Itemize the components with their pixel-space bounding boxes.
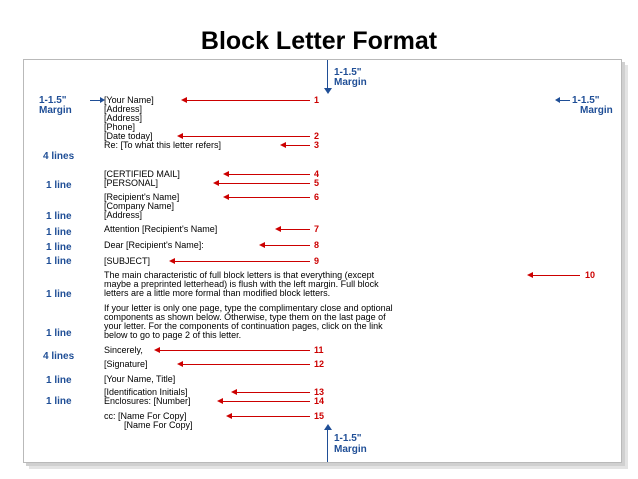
- left-margin-label: Margin: [39, 105, 72, 116]
- recipient-address: [Address]: [104, 210, 143, 220]
- page-title: Block Letter Format: [200, 27, 438, 55]
- body-paragraph-line: components as shown below. Otherwise, type them on the last page of: [104, 312, 386, 322]
- callout-arrow: [182, 136, 310, 137]
- callout-arrow: [228, 174, 310, 175]
- callout-arrow: [222, 401, 310, 402]
- spacing-label: 1 line: [46, 242, 72, 253]
- callout-arrow: [231, 416, 310, 417]
- right-margin-value: 1-1.5": [572, 95, 600, 106]
- spacing-label: 1 line: [46, 256, 72, 267]
- callout-arrow: [182, 364, 310, 365]
- spacing-label: 1 line: [46, 375, 72, 386]
- left-margin-value: 1-1.5": [39, 95, 67, 106]
- callout-arrow: [285, 145, 310, 146]
- certified-mail-line: [CERTIFIED MAIL]: [104, 169, 180, 179]
- callout-arrow: [280, 229, 310, 230]
- closing-line: Sincerely,: [104, 345, 143, 355]
- callout-arrow: [532, 275, 580, 276]
- callout-number: 15: [314, 411, 325, 421]
- spacing-label: 1 line: [46, 180, 72, 191]
- copy-line: [Name For Copy]: [124, 420, 193, 430]
- copy-line: cc: [Name For Copy]: [104, 411, 187, 421]
- bottom-margin-line: [327, 430, 328, 462]
- identification-initials: [Identification Initials]: [104, 387, 188, 397]
- spacing-label: 1 line: [46, 227, 72, 238]
- callout-arrow: [186, 100, 310, 101]
- right-margin-label: Margin: [580, 105, 613, 116]
- company-name: [Company Name]: [104, 201, 175, 211]
- body-paragraph-line: If your letter is only one page, type the complimentary close and optional: [104, 303, 393, 313]
- callout-arrow: [264, 245, 310, 246]
- callout-number: 11: [314, 345, 324, 355]
- body-paragraph-line: your letter. For the components of continuation pages, click on the link: [104, 321, 383, 331]
- callout-number: 7: [314, 224, 320, 234]
- callout-arrow: [159, 350, 310, 351]
- top-margin-label: Margin: [334, 77, 367, 88]
- spacing-label: 1 line: [46, 211, 72, 222]
- spacing-label: 4 lines: [43, 351, 75, 362]
- signer-name-title: [Your Name, Title]: [104, 374, 176, 384]
- sender-address: [Address]: [104, 104, 143, 114]
- letter-diagram: [23, 59, 622, 463]
- callout-arrow: [236, 392, 310, 393]
- callout-number: 2: [314, 131, 320, 141]
- callout-number: 14: [314, 396, 325, 406]
- sender-name: [Your Name]: [104, 95, 154, 105]
- spacing-label: 1 line: [46, 328, 72, 339]
- callout-number: 10: [585, 270, 596, 280]
- reference-line: Re: [To what this letter refers]: [104, 140, 222, 150]
- callout-arrow: [174, 261, 310, 262]
- callout-number: 3: [314, 140, 320, 150]
- top-margin-value: 1-1.5": [334, 67, 362, 78]
- sender-phone: [Phone]: [104, 122, 136, 132]
- callout-number: 6: [314, 192, 320, 202]
- callout-number: 12: [314, 359, 325, 369]
- enclosures-line: Enclosures: [Number]: [104, 396, 191, 406]
- top-margin-line: [327, 60, 328, 88]
- spacing-label: 4 lines: [43, 151, 75, 162]
- salutation-line: Dear [Recipient's Name]:: [104, 240, 204, 250]
- spacing-label: 1 line: [46, 396, 72, 407]
- body-paragraph-line: letters are a little more formal than modified block letters.: [104, 288, 331, 298]
- callout-number: 1: [314, 95, 320, 105]
- callout-number: 4: [314, 169, 320, 179]
- spacing-label: 1 line: [46, 289, 72, 300]
- personal-line: [PERSONAL]: [104, 178, 159, 188]
- callout-arrow: [218, 183, 310, 184]
- callout-number: 13: [314, 387, 325, 397]
- bottom-margin-value: 1-1.5": [334, 433, 362, 444]
- body-paragraph-line: The main characteristic of full block letters is that everything (except: [104, 270, 375, 280]
- body-paragraph-line: below to go to page 2 of this letter.: [104, 330, 242, 340]
- attention-line: Attention [Recipient's Name]: [104, 224, 218, 234]
- callout-arrow: [228, 197, 310, 198]
- callout-number: 9: [314, 256, 320, 266]
- date-line: [Date today]: [104, 131, 153, 141]
- callout-number: 5: [314, 178, 320, 188]
- bottom-margin-label: Margin: [334, 444, 367, 455]
- recipient-name: [Recipient's Name]: [104, 192, 180, 202]
- subject-line: [SUBJECT]: [104, 256, 151, 266]
- body-paragraph-line: maybe a preprinted letterhead) is flush with the left margin. Full block: [104, 279, 379, 289]
- sender-address: [Address]: [104, 113, 143, 123]
- callout-number: 8: [314, 240, 320, 250]
- signature-line: [Signature]: [104, 359, 148, 369]
- right-margin-arrow: [560, 100, 570, 101]
- left-margin-arrow: [90, 100, 100, 101]
